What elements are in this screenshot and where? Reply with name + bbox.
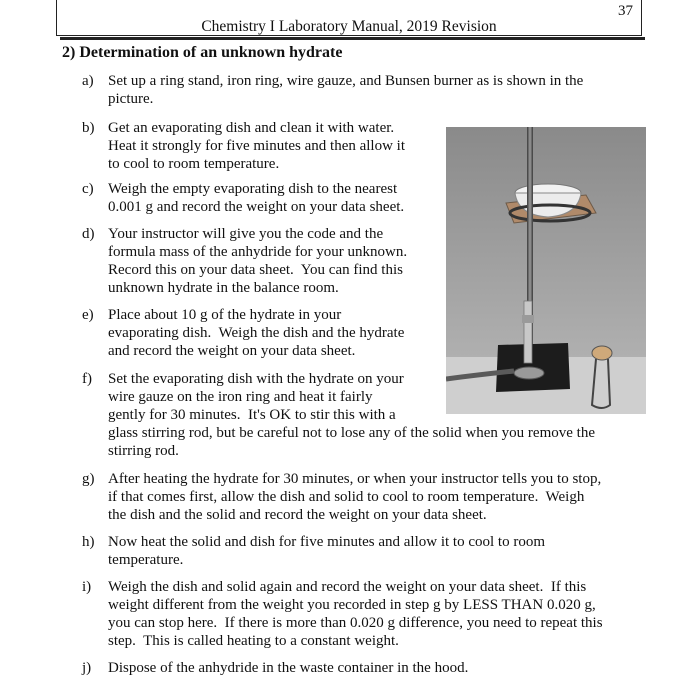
step-line: the dish and the solid and record the weight on your data sheet. [108, 507, 487, 523]
step-line: evaporating dish. Weigh the dish and the hydrate [108, 325, 405, 341]
step-letter: b) [82, 120, 95, 136]
step-line: wire gauze on the iron ring and heat it fairly [108, 389, 373, 405]
step-letter: i) [82, 579, 92, 595]
step-line: you can stop here. If there is more than 0.020 g difference, you need to repeat this [108, 615, 603, 631]
step-line: stirring rod. [108, 443, 179, 459]
step-line: Now heat the solid and dish for five minutes and allow it to cool to room [108, 534, 546, 550]
step-line: Heat it strongly for five minutes and then allow it [108, 138, 406, 154]
step-text [108, 72, 583, 108]
step-line: Place about 10 g of the hydrate in your [108, 307, 342, 323]
step-line: After heating the hydrate for 30 minutes, or when your instructor tells you to stop, [108, 471, 602, 487]
step-letter: g) [82, 471, 95, 487]
step-line: Weigh the empty evaporating dish to the nearest [108, 181, 398, 197]
page-header [56, 0, 642, 36]
manual-title: Chemistry I Laboratory Manual, 2019 Revision [201, 18, 497, 35]
step-line: step. This is called heating to a constant weight. [108, 633, 399, 649]
section-title: 2) Determination of an unknown hydrate [62, 44, 343, 61]
step-line: Your instructor will give you the code and the [108, 226, 384, 242]
step-line: temperature. [108, 552, 184, 568]
step-text [108, 533, 545, 569]
step-line: and record the weight on your data sheet. [108, 343, 356, 359]
striker-cup [592, 346, 612, 360]
step-line: to cool to room temperature. [108, 156, 280, 172]
step-text [108, 578, 603, 650]
step-text [108, 180, 404, 216]
step-letter: h) [82, 534, 95, 550]
step-line: Weigh the dish and solid again and record the weight on your data sheet. If this [108, 579, 587, 595]
step-letter: f) [82, 371, 92, 387]
step-text [108, 306, 404, 360]
burner-base [514, 367, 544, 379]
step-line: 0.001 g and record the weight on your data sheet. [108, 199, 405, 215]
apparatus-photo [446, 127, 646, 414]
step-line: Set up a ring stand, iron ring, wire gauze, and Bunsen burner as is shown in the [108, 73, 584, 89]
step-text [108, 470, 601, 524]
step-letter: e) [82, 307, 94, 323]
step-line: Dispose of the anhydride in the waste container in the hood. [108, 660, 469, 676]
step-line: Get an evaporating dish and clean it with water. [108, 120, 395, 136]
step-line: glass stirring rod, but be careful not to lose any of the solid when you remove the [108, 425, 595, 441]
step-line: Set the evaporating dish with the hydrate on your [108, 371, 404, 387]
step-line: if that comes first, allow the dish and solid to cool to room temperature. Weigh [108, 489, 585, 505]
step-letter: c) [82, 181, 94, 197]
step-line: picture. [108, 91, 154, 107]
step-line: gently for 30 minutes. It's OK to stir this with a [108, 407, 396, 423]
step-text [108, 119, 405, 173]
step-letter: d) [82, 226, 95, 242]
step-letter: a) [82, 73, 94, 89]
step-line: Record this on your data sheet. You can find this [108, 262, 403, 278]
step-text [108, 659, 468, 677]
header-border-shadow [60, 37, 645, 40]
step-line: weight different from the weight you recorded in step g by LESS THAN 0.020 g, [108, 597, 596, 613]
step-line: formula mass of the anhydride for your unknown. [108, 244, 408, 260]
step-letter: j) [82, 660, 92, 676]
step-text [108, 225, 407, 297]
burner-collar [522, 315, 534, 323]
step-line: unknown hydrate in the balance room. [108, 280, 339, 296]
burner-barrel [524, 301, 532, 363]
page-number: 37 [618, 3, 633, 19]
